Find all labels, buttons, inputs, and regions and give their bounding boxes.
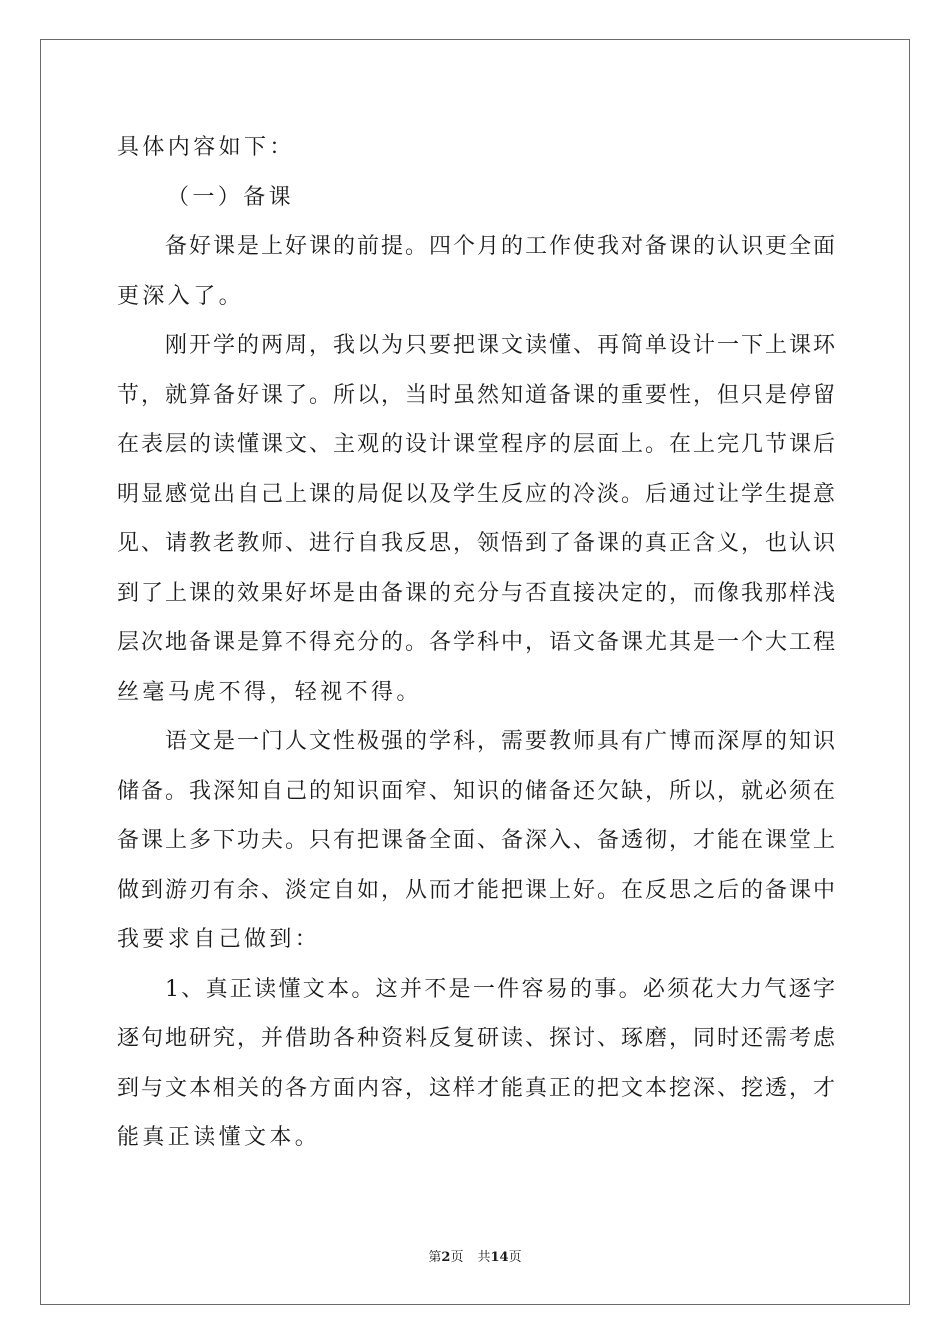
text-line: 丝毫马虎不得，轻视不得。 xyxy=(117,679,422,705)
text-line: 逐句地研究，并借助各种资料反复研读、探讨、琢磨，同时还需考虑 xyxy=(117,1026,835,1051)
text-line: 明显感觉出自己上课的局促以及学生反应的冷淡。后通过让学生提意 xyxy=(117,481,835,507)
section-heading: （一）备课 xyxy=(167,184,295,210)
document-body xyxy=(117,128,835,1168)
text-line: 在表层的读懂课文、主观的设计课堂程序的层面上。在上完几节课后 xyxy=(117,432,835,457)
text-line: 见、请教老教师、进行自我反思，领悟到了备课的真正含义，也认识 xyxy=(117,531,835,556)
text-line: 能真正读懂文本。 xyxy=(117,1125,321,1150)
total-prefix: 共 xyxy=(477,1250,491,1265)
text-line: 语文是一门人文性极强的学科，需要教师具有广博而深厚的知识 xyxy=(165,729,835,754)
page-footer xyxy=(0,1246,950,1265)
text-line: 层次地备课是算不得充分的。各学科中，语文备课尤其是一个大工程 xyxy=(117,630,835,655)
text-line: 我要求自己做到： xyxy=(117,927,321,952)
page-number: 2 xyxy=(441,1250,451,1265)
text-line: 备好课是上好课的前提。四个月的工作使我对备课的认识更全面 xyxy=(165,234,835,259)
total-suffix: 页 xyxy=(508,1250,522,1265)
text-line: 做到游刃有余、淡定自如，从而才能把课上好。在反思之后的备课中 xyxy=(117,877,835,903)
text-line: 刚开学的两周，我以为只要把课文读懂、再简单设计一下上课环 xyxy=(165,333,835,358)
text-line: 更深入了。 xyxy=(117,283,245,309)
text-line: 节，就算备好课了。所以，当时虽然知道备课的重要性，但只是停留 xyxy=(117,382,835,408)
text-line: 具体内容如下： xyxy=(117,135,295,160)
text-line: 到了上课的效果好坏是由备课的充分与否直接决定的，而像我那样浅 xyxy=(117,580,835,606)
text-line: 1、真正读懂文本。这并不是一件容易的事。必须花大力气逐字 xyxy=(165,976,835,1002)
text-line: 备课上多下功夫。只有把课备全面、备深入、备透彻，才能在课堂上 xyxy=(117,828,835,853)
total-pages: 14 xyxy=(490,1250,509,1265)
page-prefix: 第 xyxy=(428,1250,442,1265)
page-suffix: 页 xyxy=(450,1250,464,1265)
text-line: 储备。我深知自己的知识面窄、知识的储备还欠缺，所以，就必须在 xyxy=(117,778,835,804)
text-line: 到与文本相关的各方面内容，这样才能真正的把文本挖深、挖透，才 xyxy=(117,1075,835,1101)
